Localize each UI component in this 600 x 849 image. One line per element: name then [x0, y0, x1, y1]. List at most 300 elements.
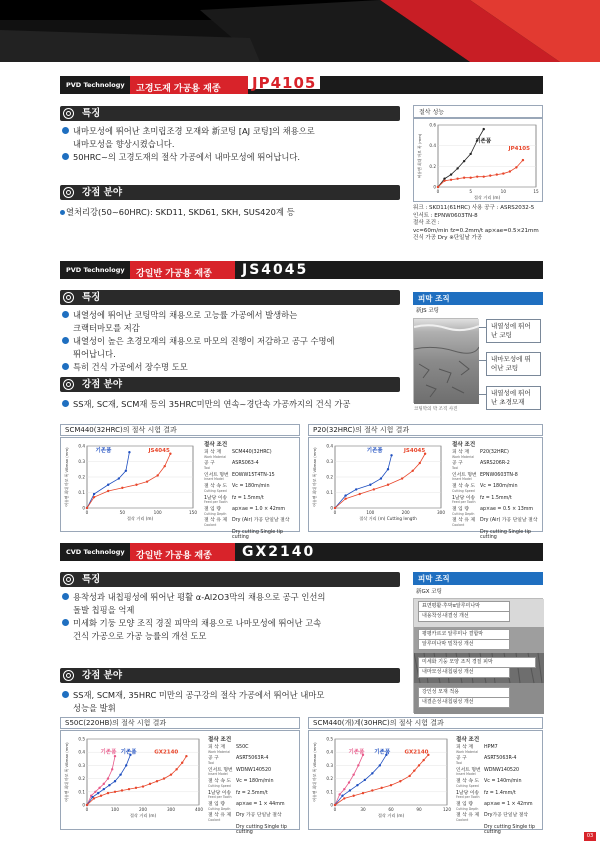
x-tick-label: 10	[500, 189, 507, 194]
section-subtitle: 강일반 가공용 재종	[136, 551, 212, 561]
y-axis-label: 여유면 최대 마모 폭 VBmax (mm)	[312, 742, 317, 802]
data-point	[387, 468, 389, 470]
data-point	[98, 787, 100, 789]
data-point	[443, 178, 445, 180]
data-point	[437, 186, 439, 188]
data-point	[456, 167, 458, 169]
conditions-value: ASRT5063R-4	[236, 756, 269, 762]
conditions-value: Dry cutting Single tip cutting	[480, 529, 531, 541]
x-tick-label: 30	[360, 807, 366, 812]
conditions-label: 피 삭 재	[208, 745, 225, 750]
series-label: 기존품	[100, 749, 117, 756]
data-point	[387, 484, 389, 486]
coating-label-3: 내열성에 뛰어난 초경모재	[486, 386, 541, 410]
y-axis-label: 여유면 최대 마모 폭 VBmax (mm)	[64, 447, 69, 507]
conditions-label: 피 삭 재	[452, 450, 469, 455]
data-point	[97, 792, 99, 794]
data-point	[344, 498, 346, 500]
x-tick-label: 0	[436, 189, 440, 194]
conditions-scm440b	[456, 735, 542, 838]
conditions-value: EPNW0603TN-8	[480, 472, 518, 478]
conditions-label-en: Work Material	[208, 749, 231, 754]
conditions-value: fz = 1.5mm/t	[480, 495, 512, 501]
data-point	[128, 451, 130, 453]
y-tick-label: 0.3	[326, 762, 333, 768]
data-point	[185, 755, 187, 757]
list-item: 내열성에 뛰어난 코팅막의 채용으로 고능률 가공에서 발생하는	[62, 309, 407, 322]
x-axis-label: 절삭 거리 (m)	[377, 813, 405, 818]
x-tick-label: 120	[443, 807, 451, 812]
conditions-label: 절 입 량	[204, 506, 221, 512]
y-tick-label: 0.2	[326, 776, 333, 782]
data-point	[483, 128, 485, 130]
conditions-label: 절 삭 속 도	[456, 779, 480, 785]
data-point	[456, 178, 458, 180]
y-axis-label: 여유면 최대 마모 폭 (mm)	[417, 133, 422, 179]
x-tick-label: 100	[153, 510, 162, 515]
data-point	[349, 789, 351, 791]
data-point	[371, 772, 373, 774]
list-item: 돌발 칩핑을 억제	[73, 605, 135, 615]
list-item: SS재, SC재, SCM재 등의 35HRC미만의 연속~경단속 가공까지의 건식 가공	[62, 398, 407, 411]
data-point	[128, 788, 130, 790]
x-tick-label: 0	[85, 807, 89, 812]
conditions-row	[204, 450, 299, 459]
series-label: 기존품	[120, 749, 137, 756]
conditions-label-en: Work Material	[452, 454, 475, 459]
conditions-label-en: Cutting Speed	[204, 488, 227, 493]
list-item: 특히 건식 가공에서 장수명 도모	[62, 361, 407, 374]
y-tick-label: 0.4	[326, 443, 333, 449]
target-icon	[64, 188, 73, 197]
conditions-value: Dry가공 단일날 절삭	[484, 813, 528, 819]
conditions-value: ap×ae = 0.5 × 13mm	[480, 506, 534, 512]
application-list	[62, 398, 407, 411]
bullet-icon	[62, 619, 69, 626]
conditions-label-en: Tool	[456, 760, 463, 765]
layer-label-6: 내마모성·내칩핑성 개선	[418, 668, 510, 678]
section-subtitle: 고경도재 가공용 재종	[136, 84, 221, 94]
conditions-label: 절 삭 유 제	[208, 813, 232, 819]
data-point	[114, 791, 116, 793]
chart-s50c	[60, 730, 300, 836]
layer-label-7: 강인성 모재 적용	[418, 687, 510, 698]
conditions-label: 1날당 이송	[452, 495, 476, 501]
chart-svg	[61, 438, 201, 531]
conditions-jp4105: 워크 : SKD11(61HRC) 사용 공구 : ASRS2032-5 인서트 : EPNW0603TN-8 절삭 조건 : vc=60m/min fz=0.2mm/t ap×ae=0.5×21mm 건식 가공 Dry ※단일날 가공	[413, 205, 539, 241]
conditions-value: P20(32HRC)	[480, 450, 509, 455]
list-item: 성능을 발휘	[73, 703, 116, 713]
coating-label-2: 내마모성에 뛰어난 코팅	[486, 352, 541, 376]
data-point	[469, 177, 471, 179]
subtitle-band	[130, 76, 248, 94]
data-point	[181, 762, 183, 764]
y-tick-label: 0	[82, 802, 85, 808]
data-point	[483, 175, 485, 177]
list-item: 내마모성에 뛰어난 초미립조경 모재와 新코팅 [AJ 코팅]의 채용으로	[62, 125, 407, 138]
data-point	[522, 159, 524, 161]
x-tick-label: 150	[189, 510, 197, 515]
conditions-label: 공 구	[456, 756, 467, 762]
chart-scm440b	[308, 730, 543, 836]
coating-layer-photo	[413, 598, 543, 713]
data-point	[344, 494, 346, 496]
data-point	[489, 174, 491, 176]
y-axis-label: 여유면 최대 마모 폭 VBmax (mm)	[64, 742, 69, 802]
conditions-row	[456, 813, 542, 822]
conditions-row	[452, 496, 542, 505]
data-point	[93, 797, 95, 799]
conditions-row	[204, 507, 299, 516]
conditions-label-en: Work Material	[204, 454, 227, 459]
data-point	[443, 180, 445, 182]
conditions-scm440	[204, 440, 299, 543]
data-point	[515, 166, 517, 168]
x-tick-label: 200	[401, 510, 410, 515]
series-label: JP4105	[508, 145, 530, 152]
x-axis-label: 절삭 거리 (m)	[129, 813, 157, 818]
data-point	[103, 788, 105, 790]
conditions-label-en: Feed per Tooth	[452, 500, 476, 505]
data-point	[125, 764, 127, 766]
series-label: 기존품	[95, 448, 112, 455]
y-tick-label: 0.4	[78, 443, 85, 449]
data-point	[355, 488, 357, 490]
conditions-label: 절 삭 속 도	[208, 779, 232, 785]
chart-svg	[61, 731, 206, 829]
data-point	[100, 795, 102, 797]
conditions-row	[456, 779, 542, 788]
chart-jp4105	[413, 118, 543, 202]
data-point	[121, 487, 123, 489]
conditions-row	[208, 802, 298, 811]
data-point	[343, 797, 345, 799]
conditions-label-en: Cutting Speed	[452, 488, 475, 493]
bullet-icon	[62, 400, 69, 407]
conditions-row	[204, 496, 299, 505]
conditions-heading: 절삭 조건	[208, 737, 232, 743]
conditions-label: 절 삭 유 제	[204, 518, 228, 524]
conditions-label: 절 삭 속 도	[204, 484, 228, 490]
conditions-value: ASRS063-4	[232, 461, 259, 467]
data-point	[369, 484, 371, 486]
model-name: GX2140	[242, 544, 316, 560]
conditions-label-en: Coolant	[452, 522, 465, 527]
y-tick-label: 0	[330, 505, 333, 511]
series-label: JS4045	[403, 448, 426, 455]
data-point	[149, 783, 151, 785]
chart-title-scm440b: SCM440(개)계(30HRC)의 절삭 시험 결과	[308, 717, 543, 729]
conditions-row	[456, 768, 542, 777]
conditions-value: fz = 1.4mm/t	[484, 790, 516, 796]
conditions-value: Dry cutting Single tip cutting	[232, 529, 283, 541]
data-point	[107, 484, 109, 486]
feature-heading-text: 특징	[82, 292, 101, 303]
bullet-icon	[62, 593, 69, 600]
conditions-value: ap×ae = 1.0 × 42mm	[232, 506, 286, 512]
conditions-label: 절 삭 유 제	[456, 813, 480, 819]
conditions-value: Dry cutting Single tip cutting	[484, 824, 535, 836]
data-point	[496, 173, 498, 175]
x-tick-label: 15	[533, 189, 539, 194]
list-item: 내마모성을 향상시켰습니다.	[73, 139, 175, 149]
bullet-icon	[60, 210, 65, 215]
conditions-value: ap×ae = 1 × 44mm	[236, 801, 285, 807]
data-point	[390, 784, 392, 786]
layer-label-5: 미세화 기둥 모양 조직 경질 피막	[418, 657, 536, 668]
coating-tab-js4045: 피막 조직	[413, 292, 543, 305]
conditions-label: 인서트 형번	[208, 767, 233, 773]
conditions-value: HPM7	[484, 745, 498, 750]
y-tick-label: 0.1	[78, 789, 85, 795]
conditions-row	[456, 745, 542, 754]
data-point	[399, 780, 401, 782]
y-tick-label: 0	[330, 802, 333, 808]
conditions-row	[204, 484, 299, 493]
conditions-value: Dry 가공 단일날 절삭	[236, 813, 282, 819]
list-item: 건식 가공으로 가공 능률의 개선 도모	[73, 631, 207, 641]
y-tick-label: 0.1	[326, 789, 333, 795]
conditions-label-en: Tool	[452, 465, 459, 470]
data-point	[338, 793, 340, 795]
series-label: GX2140	[154, 749, 179, 756]
data-point	[146, 480, 148, 482]
data-point	[412, 470, 414, 472]
x-tick-label: 50	[119, 510, 126, 515]
chart-title-scm440: SCM440(32HRC)의 절삭 시험 결과	[60, 424, 300, 436]
application-heading	[60, 668, 400, 683]
conditions-row	[452, 473, 542, 482]
chart-svg	[309, 731, 454, 829]
series-label: 기존품	[348, 749, 365, 756]
application-list	[60, 206, 400, 219]
feature-list	[62, 591, 407, 643]
conditions-label-en: Cutting Depth	[452, 511, 475, 516]
coating-label-1: 내열성에 뛰어난 코팅	[486, 319, 541, 343]
conditions-row	[204, 530, 299, 541]
conditions-label-en: Insert Model	[204, 477, 224, 482]
conditions-value: WDNW140520	[484, 767, 520, 773]
conditions-label: 공 구	[204, 461, 215, 467]
conditions-row	[452, 484, 542, 493]
y-tick-label: 0.4	[326, 749, 333, 755]
layer-label-2: 내용착성·내결성 개선	[418, 612, 510, 622]
conditions-p20	[452, 440, 542, 543]
x-tick-label: 400	[195, 807, 203, 812]
subtitle-band	[130, 543, 235, 561]
conditions-label-en: Cutting Depth	[204, 511, 227, 516]
data-point	[107, 490, 109, 492]
chart-svg	[309, 438, 449, 531]
conditions-label-en: Feed per Tooth	[204, 500, 228, 505]
x-tick-label: 300	[437, 510, 445, 515]
data-point	[107, 777, 109, 779]
target-icon	[64, 671, 73, 680]
data-point	[364, 779, 366, 781]
series-label: JS4045	[148, 448, 170, 455]
y-tick-label: 0.3	[78, 762, 85, 768]
list-item: 용착성과 내칩핑성에 뛰어난 평활 α-Al2O3막의 채용으로 공구 인선의	[62, 591, 407, 604]
x-axis-label: 절삭 거리 (m) Cutting length	[359, 516, 417, 521]
data-point	[352, 795, 354, 797]
y-tick-label: 0.3	[326, 459, 333, 464]
conditions-s50c	[208, 735, 298, 838]
data-point	[125, 470, 127, 472]
bullet-icon	[62, 691, 69, 698]
conditions-label: 공 구	[208, 756, 219, 762]
conditions-label-en: Cutting Depth	[456, 806, 479, 811]
target-icon	[64, 575, 73, 584]
conditions-label-en: Coolant	[204, 522, 217, 527]
microstructure-photo	[413, 318, 478, 403]
data-point	[408, 775, 410, 777]
photo-caption: 코팅막의 막 조직 사진	[414, 407, 458, 412]
conditions-value: Dry (Air) 가공 단일날 절삭	[232, 518, 290, 524]
conditions-row	[208, 813, 298, 822]
x-tick-label: 0	[333, 807, 337, 812]
layer-label-8: 내결손성·내칩핑성 개선	[418, 698, 510, 708]
data-point	[373, 488, 375, 490]
target-icon	[64, 109, 73, 118]
conditions-value: Vc = 140m/min	[484, 779, 522, 785]
conditions-value: Dry cutting Single tip cutting	[236, 824, 287, 836]
series-label: 기존품	[366, 448, 383, 455]
bullet-icon	[62, 127, 69, 134]
chart-title-s50c: S50C(220HB)의 절삭 시험 결과	[60, 717, 300, 729]
layer-label-4: 알루미나막 밀착성 개선	[418, 640, 510, 650]
conditions-heading: 절삭 조건	[452, 442, 476, 448]
data-point	[135, 484, 137, 486]
data-point	[86, 507, 88, 509]
data-point	[94, 791, 96, 793]
data-point	[156, 474, 158, 476]
conditions-label: 절 삭 속 도	[452, 484, 476, 490]
feature-list	[62, 309, 407, 374]
target-icon	[64, 380, 73, 389]
y-tick-label: 0.2	[429, 163, 436, 169]
conditions-row	[452, 530, 542, 541]
data-point	[343, 788, 345, 790]
data-point	[334, 804, 336, 806]
application-heading-text: 강점 분야	[82, 187, 123, 198]
data-point	[111, 768, 113, 770]
conditions-label: 피 삭 재	[456, 745, 473, 750]
data-point	[156, 780, 158, 782]
data-point	[463, 160, 465, 162]
series-label: GX2140	[404, 749, 429, 756]
data-point	[93, 493, 95, 495]
conditions-row	[204, 473, 299, 482]
conditions-row	[456, 791, 542, 800]
data-point	[119, 773, 121, 775]
feature-heading-text: 특징	[82, 108, 101, 119]
tech-label: PVD Technology	[60, 261, 130, 279]
conditions-label-en: Work Material	[456, 749, 479, 754]
feature-heading	[60, 106, 400, 121]
data-point	[476, 175, 478, 177]
y-tick-label: 0.2	[78, 776, 85, 782]
bullet-icon	[62, 311, 69, 318]
conditions-label-en: Coolant	[208, 817, 221, 822]
bullet-icon	[62, 363, 69, 370]
data-point	[142, 785, 144, 787]
conditions-row	[452, 461, 542, 470]
conditions-value: ap×ae = 1 × 42mm	[484, 801, 533, 807]
conditions-label-en: Cutting Depth	[208, 806, 231, 811]
feature-heading	[60, 572, 400, 587]
data-point	[121, 789, 123, 791]
conditions-label: 공 구	[452, 461, 463, 467]
y-tick-label: 0.1	[326, 490, 333, 495]
list-item: 크랙터마모를 저감	[73, 323, 140, 333]
data-point	[103, 783, 105, 785]
conditions-row	[456, 825, 542, 836]
bullet-icon	[62, 337, 69, 344]
data-point	[418, 764, 420, 766]
model-name: JP4105	[248, 75, 320, 89]
list-item: SS재, SCM재, 35HRC 미만의 공구강의 절삭 가공에서 뛰어난 내마모	[62, 689, 407, 702]
application-list	[62, 689, 407, 715]
coating-name: 新JS 코팅	[416, 308, 439, 314]
conditions-row	[452, 518, 542, 527]
y-tick-label: 0.5	[326, 736, 333, 742]
conditions-row	[208, 745, 298, 754]
x-tick-label: 5	[469, 189, 473, 194]
y-axis-label: 여유면 최대 마모 폭 VBmax (mm)	[312, 447, 317, 507]
conditions-label: 1날당 이송	[204, 495, 228, 501]
x-tick-label: 0	[333, 510, 337, 515]
conditions-label: 1날당 이송	[208, 790, 232, 796]
data-point	[450, 173, 452, 175]
series-label: 기존품	[475, 138, 492, 145]
chart-svg	[414, 119, 544, 203]
conditions-row	[208, 768, 298, 777]
tech-label: PVD Technology	[60, 76, 130, 94]
data-point	[163, 777, 165, 779]
data-point	[170, 773, 172, 775]
conditions-label: 1날당 이송	[456, 790, 480, 796]
conditions-row	[208, 791, 298, 800]
data-point	[379, 764, 381, 766]
data-point	[401, 477, 403, 479]
tech-label: CVD Technology	[60, 543, 130, 561]
conditions-value: Vc = 180m/min	[232, 484, 270, 490]
conditions-label: 절 입 량	[456, 801, 473, 807]
conditions-heading: 절삭 조건	[456, 737, 480, 743]
x-axis-label: 절삭 거리 (m)	[473, 195, 501, 200]
conditions-row	[456, 802, 542, 811]
y-tick-label: 0.4	[429, 143, 436, 149]
conditions-value: EOWW15T4TN-15	[232, 472, 275, 478]
data-point	[135, 787, 137, 789]
y-tick-label: 0.2	[326, 474, 333, 480]
conditions-value: ASRT5063R-4	[484, 756, 517, 762]
data-point	[390, 454, 392, 456]
chart-tab-jp4105: 절삭 성능	[413, 105, 543, 118]
feature-heading-text: 특징	[82, 574, 101, 585]
data-point	[463, 177, 465, 179]
x-tick-label: 100	[366, 510, 375, 515]
conditions-label: 피 삭 재	[204, 450, 221, 455]
data-point	[357, 764, 359, 766]
conditions-label-en: Coolant	[456, 817, 469, 822]
list-item: 열처리강(50~60HRC): SKD11, SKD61, SKH, SUS420계 등	[60, 206, 400, 219]
application-heading-text: 강점 분야	[82, 379, 123, 390]
conditions-value: fz = 2.5mm/t	[236, 790, 268, 796]
application-heading	[60, 185, 400, 200]
microstructure-graphic	[414, 319, 479, 404]
data-point	[469, 153, 471, 155]
